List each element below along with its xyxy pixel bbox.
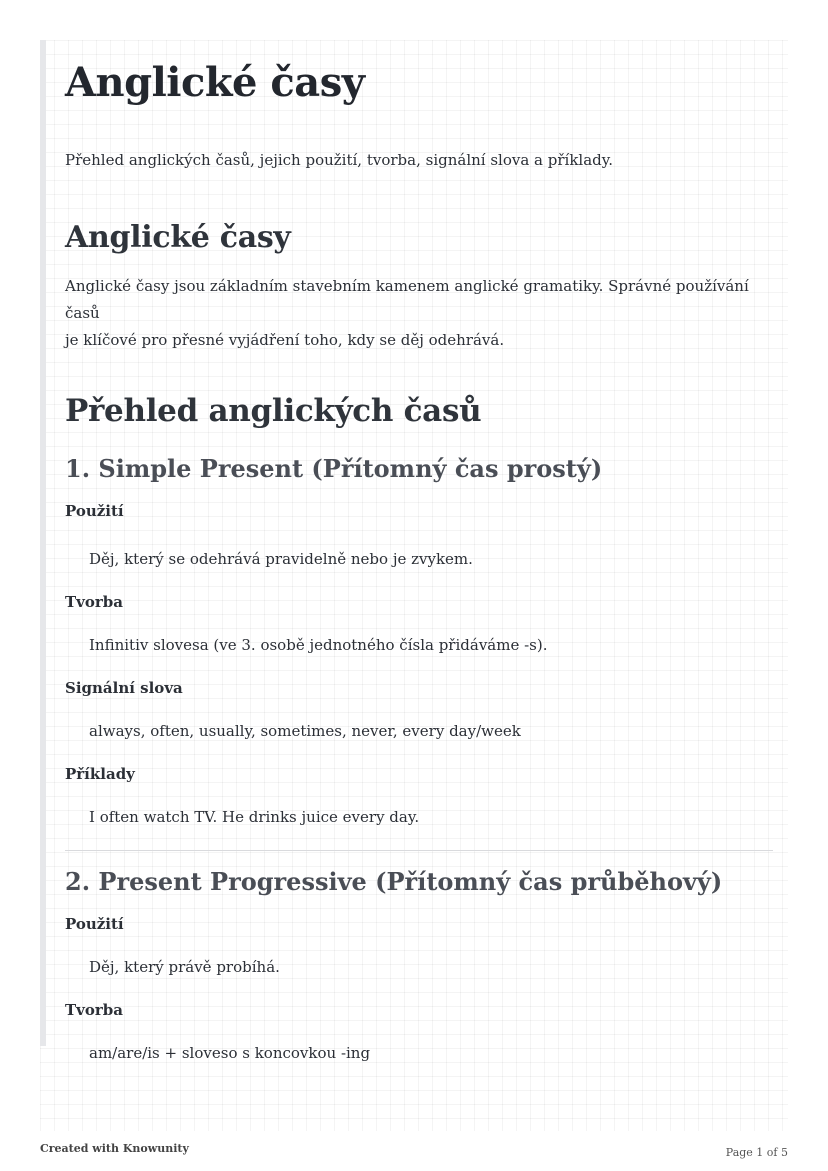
margin-left bbox=[0, 0, 40, 1171]
examples-text: I often watch TV. He drinks juice every day. bbox=[89, 808, 420, 826]
form-label: Tvorba bbox=[65, 593, 123, 611]
paragraph-line-2: je klíčové pro přesné vyjádření toho, kdy se děj odehrává. bbox=[65, 331, 505, 349]
paragraph-line-1: Anglické časy jsou základním stavebním kamenem anglické gramatiky. Správné používání časů bbox=[65, 277, 749, 322]
form-text: Infinitiv slovesa (ve 3. osobě jednotného čísla přidáváme -s). bbox=[89, 636, 548, 654]
examples-label: Příklady bbox=[65, 765, 135, 783]
form-label: Tvorba bbox=[65, 1001, 123, 1019]
document-intro: Přehled anglických časů, jejich použití, tvorba, signální slova a příklady. bbox=[65, 151, 614, 169]
footer-created-with: Created with Knowunity bbox=[40, 1142, 189, 1155]
tense-title: 1. Simple Present (Přítomný čas prostý) bbox=[65, 454, 603, 483]
document-title: Anglické časy bbox=[65, 59, 365, 106]
left-accent-bar bbox=[40, 40, 46, 1046]
section-heading-intro: Anglické časy bbox=[65, 220, 291, 255]
section-heading-overview: Přehled anglických časů bbox=[65, 393, 482, 429]
footer-page-number: Page 1 of 5 bbox=[725, 1146, 788, 1159]
usage-label: Použití bbox=[65, 502, 124, 520]
signal-words-text: always, often, usually, sometimes, never, every day/week bbox=[89, 722, 521, 740]
tense-block-present-progressive bbox=[65, 865, 775, 1064]
section-intro-paragraph bbox=[65, 273, 775, 354]
margin-top bbox=[0, 0, 828, 40]
tense-title: 2. Present Progressive (Přítomný čas průběhový) bbox=[65, 867, 723, 896]
section-divider bbox=[65, 850, 773, 851]
usage-text: Děj, který se odehrává pravidelně nebo je zvykem. bbox=[89, 550, 473, 568]
usage-label: Použití bbox=[65, 915, 124, 933]
usage-text: Děj, který právě probíhá. bbox=[89, 958, 280, 976]
tense-block-simple-present bbox=[65, 452, 775, 828]
margin-right bbox=[788, 0, 828, 1171]
form-text: am/are/is + sloveso s koncovkou -ing bbox=[89, 1044, 371, 1062]
signal-words-label: Signální slova bbox=[65, 679, 183, 697]
document-content bbox=[65, 52, 775, 1064]
